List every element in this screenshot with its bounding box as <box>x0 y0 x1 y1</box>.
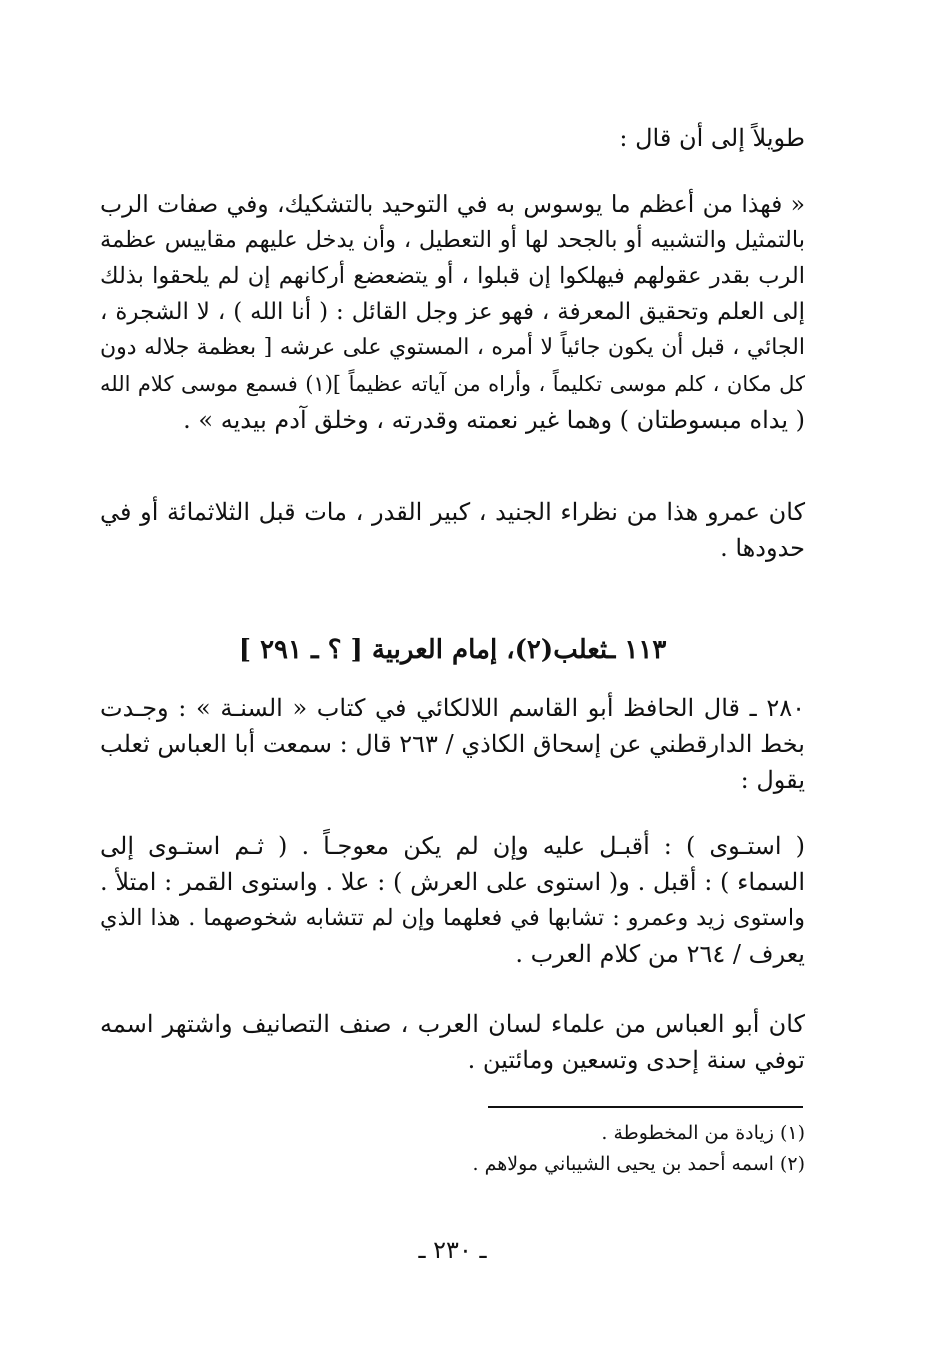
narration-paragraph <box>100 690 805 798</box>
text-line: « فهذا من أعظم ما يوسوس به في التوحيد بالتشكيك، وفي صفات الرب <box>100 190 805 218</box>
text-line: كان أبو العباس من علماء لسان العرب ، صنف التصانيف واشتهر اسمه <box>100 1010 805 1038</box>
amr-note-paragraph <box>100 494 805 566</box>
section-heading <box>100 632 805 668</box>
text-line: ( استـوى ) : أقبـل عليه وإن لم يكن معوجـاً . ( ثـم استـوى إلى <box>100 832 805 860</box>
text-line: طويلاً إلى أن قال : <box>619 124 805 152</box>
text-line: الجائي ، قبل أن يكون جائياً لا أمره ، المستوي على عرشه [ بعظمة جلاله دون <box>100 335 805 360</box>
footnote: (١) زيادة من المخطوطة . <box>601 1122 805 1144</box>
text-line: بخط الدارقطني عن إسحاق الكاذي / ٢٦٣ قال : سمعت أبا العباس ثعلب <box>100 730 805 758</box>
text-line: يعرف / ٢٦٤ من كلام العرب . <box>515 940 805 968</box>
footnotes <box>100 1118 805 1180</box>
text-line: ٢٨٠ ـ قال الحافظ أبو القاسم اللالكائي في كتاب « السنـة » : وجـدت <box>100 694 805 722</box>
saying-paragraph <box>100 828 805 972</box>
bio-paragraph <box>100 1006 805 1078</box>
opening-paragraph <box>100 120 805 156</box>
text-line: بالتمثيل والتشبيه أو بالجحد لها أو التعطيل ، وأن يدخل عليهم مقاييس عظمة <box>100 227 805 253</box>
text-line: توفي سنة إحدى وتسعين ومائتين . <box>467 1046 805 1074</box>
page-number: ـ ٢٣٠ ـ <box>418 1236 487 1264</box>
heading-title: ١١٣ ـثعلب(٢)، إمام العربية [ ؟ ـ ٢٩١ ] <box>238 635 667 665</box>
text-line: كل مكان ، كلم موسى تكليماً ، وأراه من آياته عظيماً ](١) فسمع موسى كلام الله <box>100 372 805 396</box>
footnote: (٢) اسمه أحمد بن يحيى الشيباني مولاهم . <box>472 1153 805 1175</box>
text-line: ( يداه مبسوطتان ) وهما غير نعمته وقدرته ، وخلق آدم بيديه » . <box>183 406 805 434</box>
text-line: السماء ) : أقبل . و( استوى على العرش ) : علا . واستوى القمر : امتلأ . <box>100 868 805 896</box>
text-line: إلى العلم وتحقيق المعرفة ، فهو عز وجل القائل : ( أنا الله ) ، لا الشجرة ، <box>100 299 805 325</box>
text-line: حدودها . <box>720 534 805 562</box>
page-number-container <box>100 1232 805 1268</box>
text-line: واستوى زيد وعمرو : تشابها في فعلهما وإن لم تتشابه شخوصهما . هذا الذي <box>100 905 805 931</box>
quote-paragraph <box>100 186 805 438</box>
text-line: يقول : <box>740 766 805 794</box>
text-line: كان عمرو هذا من نظراء الجنيد ، كبير القدر ، مات قبل الثلاثمائة أو في <box>100 498 805 526</box>
footnote-separator <box>488 1106 803 1108</box>
text-line: الرب بقدر عقولهم فيهلكوا إن قبلوا ، أو يتضعضع أركانهم إن لم يلحقوا بذلك <box>100 263 805 289</box>
